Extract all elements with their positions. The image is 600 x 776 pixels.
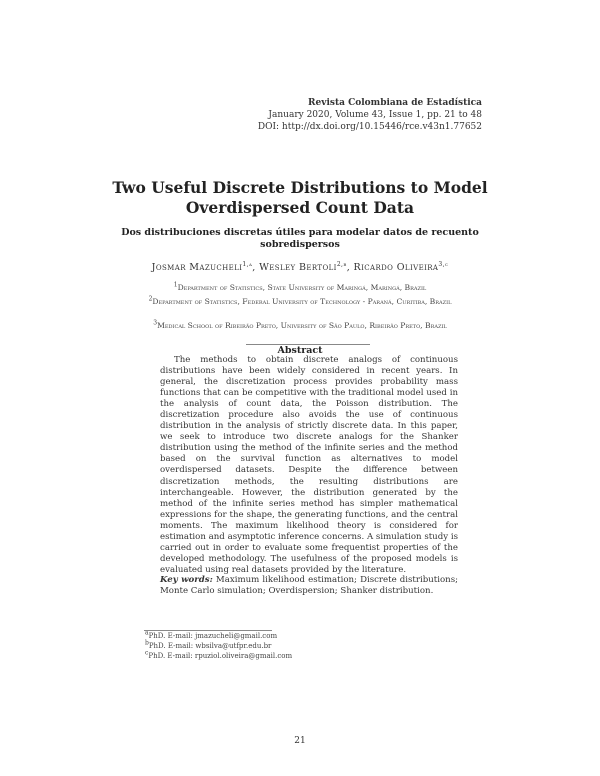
paper-title (0, 178, 600, 218)
keywords (160, 575, 458, 597)
abstract-body: The methods to obtain discrete analogs of continuous distributions have been widely considered in recent years. In general, the discretization process provides probability mass functions that can be competitive with the traditional model used in the analysis of count data, the Poisson distribution. The discretization procedure also avoids the use of continuous distribution in the analysis of strictly discrete data. In this paper, we seek to introduce two discrete analogs for the Shanker distribution using the method of the infinite series and the method based on the survival function as alternatives to model overdispersed datasets. Despite the difference between discretization methods, the resulting distributions are interchangeable. However, the distribution generated by the method of the infinite series method has simpler mathematical expressions for the shape, the generating functions, and the central moments. The maximum likelihood theory is considered for estimation and asymptotic inference concerns. A simulation study is carried out in order to evaluate some frequentist properties of the developed methodology. The usefulness of the proposed models is evaluated using real datasets provided by the literature. (160, 355, 458, 575)
subtitle-line-2: sobredispersos (260, 239, 340, 250)
footnote-sup: a (145, 629, 149, 637)
keywords-text: Maximum likelihood estimation; Discrete distributions; Monte Carlo simulation; Overdispersion; Shanker distribution. (160, 575, 458, 596)
journal-name: Revista Colombiana de Estadística (308, 98, 482, 108)
affiliation-2 (130, 297, 470, 307)
author-name: Ricardo Oliveira (353, 262, 439, 273)
footnote-sup: c (145, 649, 149, 657)
affiliation-sup: 3 (153, 319, 158, 327)
footnote-sup: b (145, 639, 149, 647)
title-line-1: Two Useful Discrete Distributions to Model (112, 178, 488, 197)
author-name: Josmar Mazucheli (151, 262, 243, 273)
subtitle-line-1: Dos distribuciones discretas útiles para modelar datos de recuento (121, 227, 479, 238)
affiliation-sup: 2 (148, 295, 153, 303)
page-number: 21 (294, 736, 306, 746)
author-list (0, 262, 600, 273)
footnote-a (145, 629, 278, 641)
paper-subtitle (0, 227, 600, 251)
keywords-label: Key words: (160, 575, 213, 585)
affiliation-sup: 1 (173, 281, 178, 289)
footnote-text: PhD. E-mail: jmazucheli@gmail.com (148, 632, 278, 640)
author-affil-sup: 2,b (336, 260, 347, 268)
footnote-text: PhD. E-mail: wbsilva@utfpr.edu.br (148, 642, 272, 650)
abstract-heading: Abstract (277, 345, 323, 356)
affiliation-1 (130, 283, 470, 293)
affiliation-text: Department of Statistics, State University of Maringá, Maringá, Brazil (177, 283, 427, 292)
author-affil-sup: 1,a (242, 260, 253, 268)
title-line-2: Overdispersed Count Data (185, 198, 415, 217)
journal-header (258, 97, 482, 133)
footnote-text: PhD. E-mail: rpuziol.oliveira@gmail.com (148, 652, 293, 660)
author-separator: , (346, 262, 351, 273)
footnote-rule (144, 630, 272, 631)
author-separator: , (252, 262, 256, 273)
author-affil-sup: 3,c (438, 260, 449, 268)
affiliation-text: Medical School of Ribeirão Preto, University of São Paulo, Ribeirão Preto, Brazil (157, 321, 447, 330)
footnote-b (145, 639, 272, 651)
affiliation-text: Department of Statistics, Federal University of Technology - Paraná, Curitiba, Brazil (152, 297, 452, 306)
affiliation-3 (120, 321, 480, 331)
author-name: Wesley Bertoli (259, 262, 337, 273)
volume-info: January 2020, Volume 43, Issue 1, pp. 21 to 48 (268, 110, 482, 120)
footnote-c (145, 649, 293, 661)
doi-link[interactable]: DOI: http://dx.doi.org/10.15446/rce.v43n1.77652 (257, 122, 482, 132)
